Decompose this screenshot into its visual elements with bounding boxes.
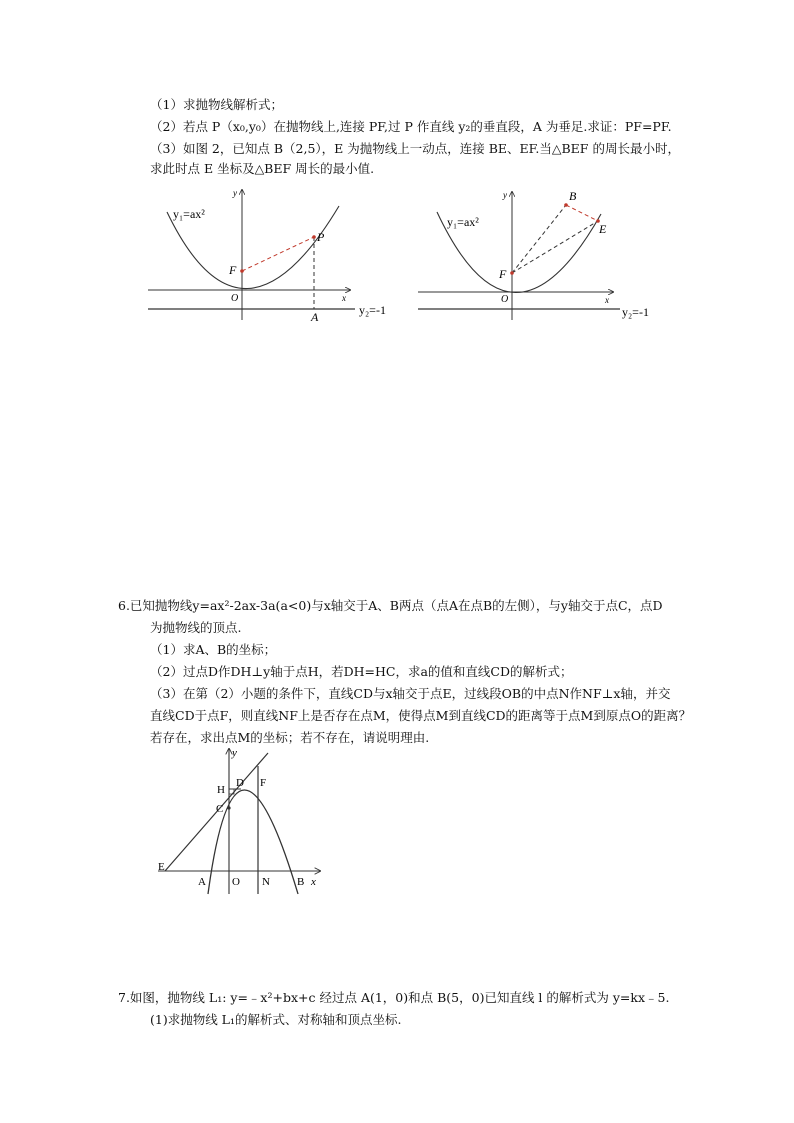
- fig1-point-P: [312, 235, 316, 239]
- fig6-label-x: x: [311, 876, 316, 888]
- p5-question-3-line1: （3）如图 2，已知点 B（2,5），E 为抛物线上一动点，连接 BE、EF.当△BEF 的周长最小时，: [150, 141, 680, 156]
- p6-statement-line2: 为抛物线的顶点.: [150, 620, 242, 635]
- fig2-segment-BF: [512, 205, 566, 273]
- fig1-line-label: y₂=-1: [359, 303, 386, 317]
- fig2-point-F: [510, 271, 514, 275]
- fig1-point-F: [240, 269, 244, 273]
- fig2-label-x: x: [605, 295, 609, 305]
- p6-question-2: （2）过点D作DH⊥y轴于点H，若DH=HC，求a的值和直线CD的解析式；: [150, 664, 573, 679]
- fig2-label-B: B: [569, 189, 577, 203]
- fig1-segment-PF: [242, 237, 314, 271]
- fig6-label-E: E: [158, 861, 165, 873]
- fig6-label-H: H: [217, 784, 225, 796]
- fig2-label-E: E: [599, 222, 607, 236]
- fig1-label-F: F: [229, 263, 237, 277]
- p6-figure: [150, 746, 330, 896]
- fig1-label-O: O: [231, 293, 239, 304]
- p5-question-1: （1）求抛物线解析式；: [150, 97, 283, 112]
- fig2-point-B: [564, 203, 568, 207]
- fig6-label-A: A: [198, 876, 206, 888]
- fig2-label-F: F: [499, 267, 507, 281]
- fig6-point-C: [227, 806, 230, 809]
- fig1-curve-label: y₁=ax²: [173, 207, 205, 221]
- fig2-label-O: O: [501, 294, 509, 305]
- fig6-label-y: y: [232, 747, 237, 759]
- fig6-label-O: O: [232, 876, 240, 888]
- p6-question-3-line2: 直线CD于点F，则直线NF上是否存在点M，使得点M到直线CD的距离等于点M到原点O的距离？: [150, 708, 692, 723]
- p6-question-1: （1）求A、B的坐标；: [150, 642, 277, 657]
- fig2-segment-EF: [512, 221, 598, 273]
- fig6-label-F: F: [260, 777, 267, 789]
- fig1-label-y: y: [233, 188, 237, 198]
- fig2-label-y: y: [503, 190, 507, 200]
- fig6-label-C: C: [216, 803, 224, 815]
- fig6-label-N: N: [262, 876, 270, 888]
- fig1-label-x: x: [342, 293, 346, 303]
- fig2-line-label: y₂=-1: [622, 305, 649, 319]
- fig2-curve-label: y₁=ax²: [447, 215, 479, 229]
- p5-question-2: （2）若点 P（x₀,y₀）在抛物线上,连接 PF,过 P 作直线 y₂的垂直段，A 为垂足.求证：PF=PF.: [150, 119, 672, 134]
- fig1-label-A: A: [311, 310, 319, 324]
- p5-question-3-line2: 求此时点 E 坐标及△BEF 周长的最小值.: [150, 161, 375, 176]
- p5-figure-1: [145, 188, 385, 323]
- p5-figure-2: [415, 188, 665, 323]
- fig6-label-D: D: [236, 777, 244, 789]
- p6-question-3-line3: 若存在，求出点M的坐标；若不存在，请说明理由.: [150, 730, 430, 745]
- fig1-label-P: P: [317, 230, 325, 244]
- p6-question-3-line1: （3）在第（2）小题的条件下，直线CD与x轴交于点E，过线段OB的中点N作NF⊥x轴，并交: [150, 686, 671, 701]
- fig6-label-B: B: [297, 876, 305, 888]
- fig2-segment-BE: [566, 205, 598, 221]
- p6-statement-line1: 6.已知抛物线y=ax²-2ax-3a(a<0)与x轴交于A、B两点（点A在点B的左侧），与y轴交于点C，点D: [118, 598, 663, 613]
- p7-statement: 7.如图，抛物线 L₁: y=﹣x²+bx+c 经过点 A(1，0)和点 B(5，0)已知直线 l 的解析式为 y=kx﹣5.: [118, 990, 670, 1005]
- p7-question-1: (1)求抛物线 L₁的解析式、对称轴和顶点坐标.: [150, 1012, 402, 1027]
